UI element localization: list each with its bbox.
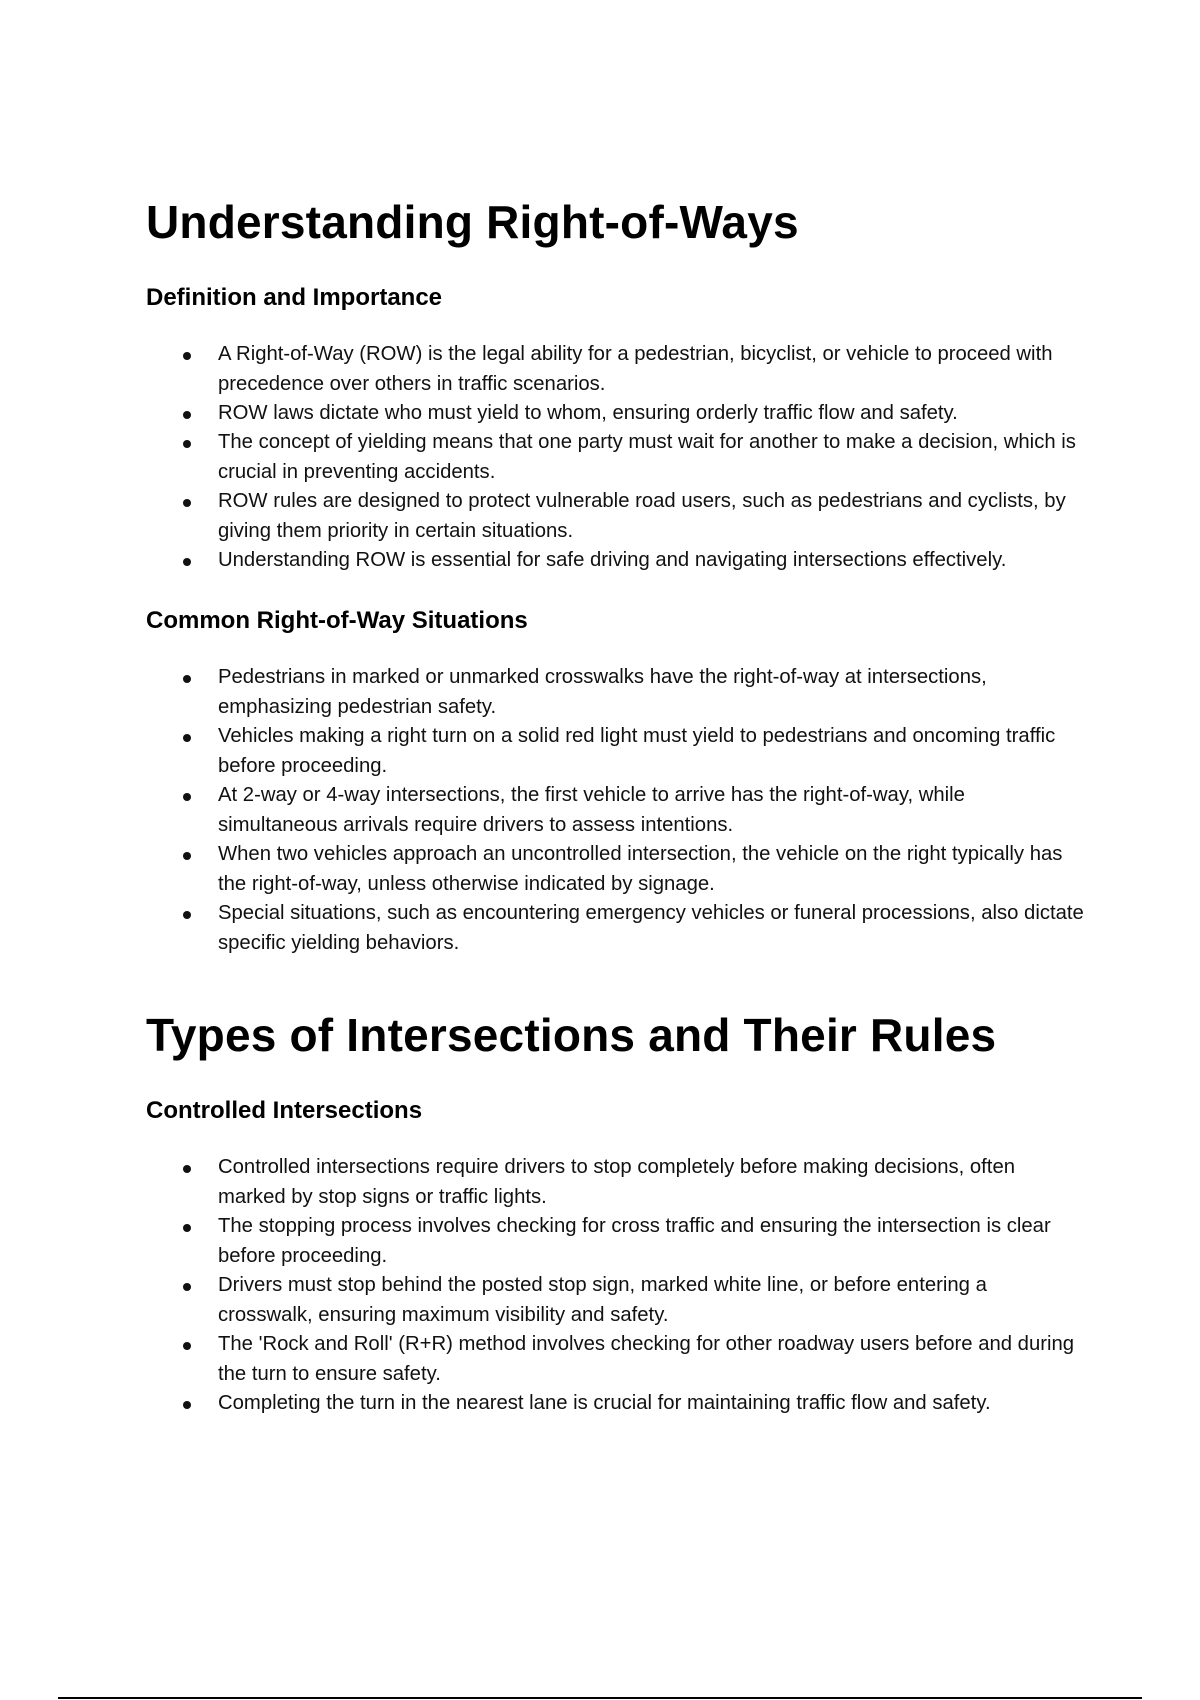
list-item-text: ROW rules are designed to protect vulnerable road users, such as pedestrians and cyclists, by giving them priority in certain situations. bbox=[218, 490, 1066, 542]
list-item bbox=[146, 340, 1086, 399]
bullet-list-controlled-intersections bbox=[146, 1153, 1086, 1418]
list-item bbox=[146, 722, 1086, 781]
list-item bbox=[146, 899, 1086, 958]
bullet-icon bbox=[183, 499, 191, 507]
subsection-heading-definition-and-importance: Definition and Importance bbox=[146, 284, 443, 311]
bullet-icon bbox=[183, 734, 191, 742]
list-item bbox=[146, 546, 1086, 575]
list-item bbox=[146, 1330, 1086, 1389]
bullet-icon bbox=[183, 1401, 191, 1409]
section-heading-understanding-right-of-ways: Understanding Right-of-Ways bbox=[146, 196, 799, 248]
list-item-text: Pedestrians in marked or unmarked crosswalks have the right-of-way at intersections, emphasizing pedestrian safety. bbox=[218, 666, 987, 718]
page-bottom-divider bbox=[58, 1697, 1142, 1699]
list-item-text: Completing the turn in the nearest lane is crucial for maintaining traffic flow and safety. bbox=[218, 1392, 991, 1414]
list-item bbox=[146, 1271, 1086, 1330]
list-item-text: When two vehicles approach an uncontrolled intersection, the vehicle on the right typically has the right-of-way, unless otherwise indicated by signage. bbox=[218, 843, 1063, 895]
list-item-text: Drivers must stop behind the posted stop sign, marked white line, or before entering a crosswalk, ensuring maximum visibility and safety. bbox=[218, 1274, 987, 1326]
subsection-heading-controlled-intersections: Controlled Intersections bbox=[146, 1097, 423, 1124]
bullet-icon bbox=[183, 1224, 191, 1232]
list-item-text: ROW laws dictate who must yield to whom, ensuring orderly traffic flow and safety. bbox=[218, 402, 958, 424]
list-item bbox=[146, 487, 1086, 546]
list-item-text: Understanding ROW is essential for safe driving and navigating intersections effectively. bbox=[218, 549, 1007, 571]
list-item bbox=[146, 1212, 1086, 1271]
bullet-list-common-right-of-way-situations bbox=[146, 663, 1086, 958]
list-item bbox=[146, 428, 1086, 487]
list-item-text: At 2-way or 4-way intersections, the first vehicle to arrive has the right-of-way, while simultaneous arrivals require drivers to assess intentions. bbox=[218, 784, 965, 836]
bullet-icon bbox=[183, 675, 191, 683]
list-item-text: The stopping process involves checking for cross traffic and ensuring the intersection is clear before proceeding. bbox=[218, 1215, 1051, 1267]
list-item-text: The concept of yielding means that one party must wait for another to make a decision, which is crucial in preventing accidents. bbox=[218, 431, 1076, 483]
bullet-icon bbox=[183, 793, 191, 801]
list-item-text: Vehicles making a right turn on a solid red light must yield to pedestrians and oncoming traffic before proceeding. bbox=[218, 725, 1056, 777]
list-item-text: Special situations, such as encountering emergency vehicles or funeral processions, also dictate specific yielding behaviors. bbox=[218, 902, 1084, 954]
list-item bbox=[146, 781, 1086, 840]
bullet-icon bbox=[183, 852, 191, 860]
list-item-text: Controlled intersections require drivers to stop completely before making decisions, often marked by stop signs or traffic lights. bbox=[218, 1156, 1015, 1208]
bullet-icon bbox=[183, 558, 191, 566]
list-item bbox=[146, 840, 1086, 899]
bullet-icon bbox=[183, 411, 191, 419]
section-heading-types-of-intersections: Types of Intersections and Their Rules bbox=[146, 1009, 997, 1061]
subsection-heading-common-right-of-way-situations: Common Right-of-Way Situations bbox=[146, 607, 528, 634]
bullet-icon bbox=[183, 352, 191, 360]
list-item bbox=[146, 1389, 1086, 1418]
list-item-text: The 'Rock and Roll' (R+R) method involves checking for other roadway users before and during the turn to ensure safety. bbox=[218, 1333, 1075, 1385]
bullet-icon bbox=[183, 1342, 191, 1350]
list-item-text: A Right-of-Way (ROW) is the legal ability for a pedestrian, bicyclist, or vehicle to proceed with precedence over others in traffic scenarios. bbox=[218, 343, 1053, 395]
bullet-icon bbox=[183, 911, 191, 919]
bullet-icon bbox=[183, 440, 191, 448]
bullet-list-definition-and-importance bbox=[146, 340, 1086, 575]
list-item bbox=[146, 399, 1086, 428]
bullet-icon bbox=[183, 1283, 191, 1291]
list-item bbox=[146, 1153, 1086, 1212]
bullet-icon bbox=[183, 1165, 191, 1173]
list-item bbox=[146, 663, 1086, 722]
